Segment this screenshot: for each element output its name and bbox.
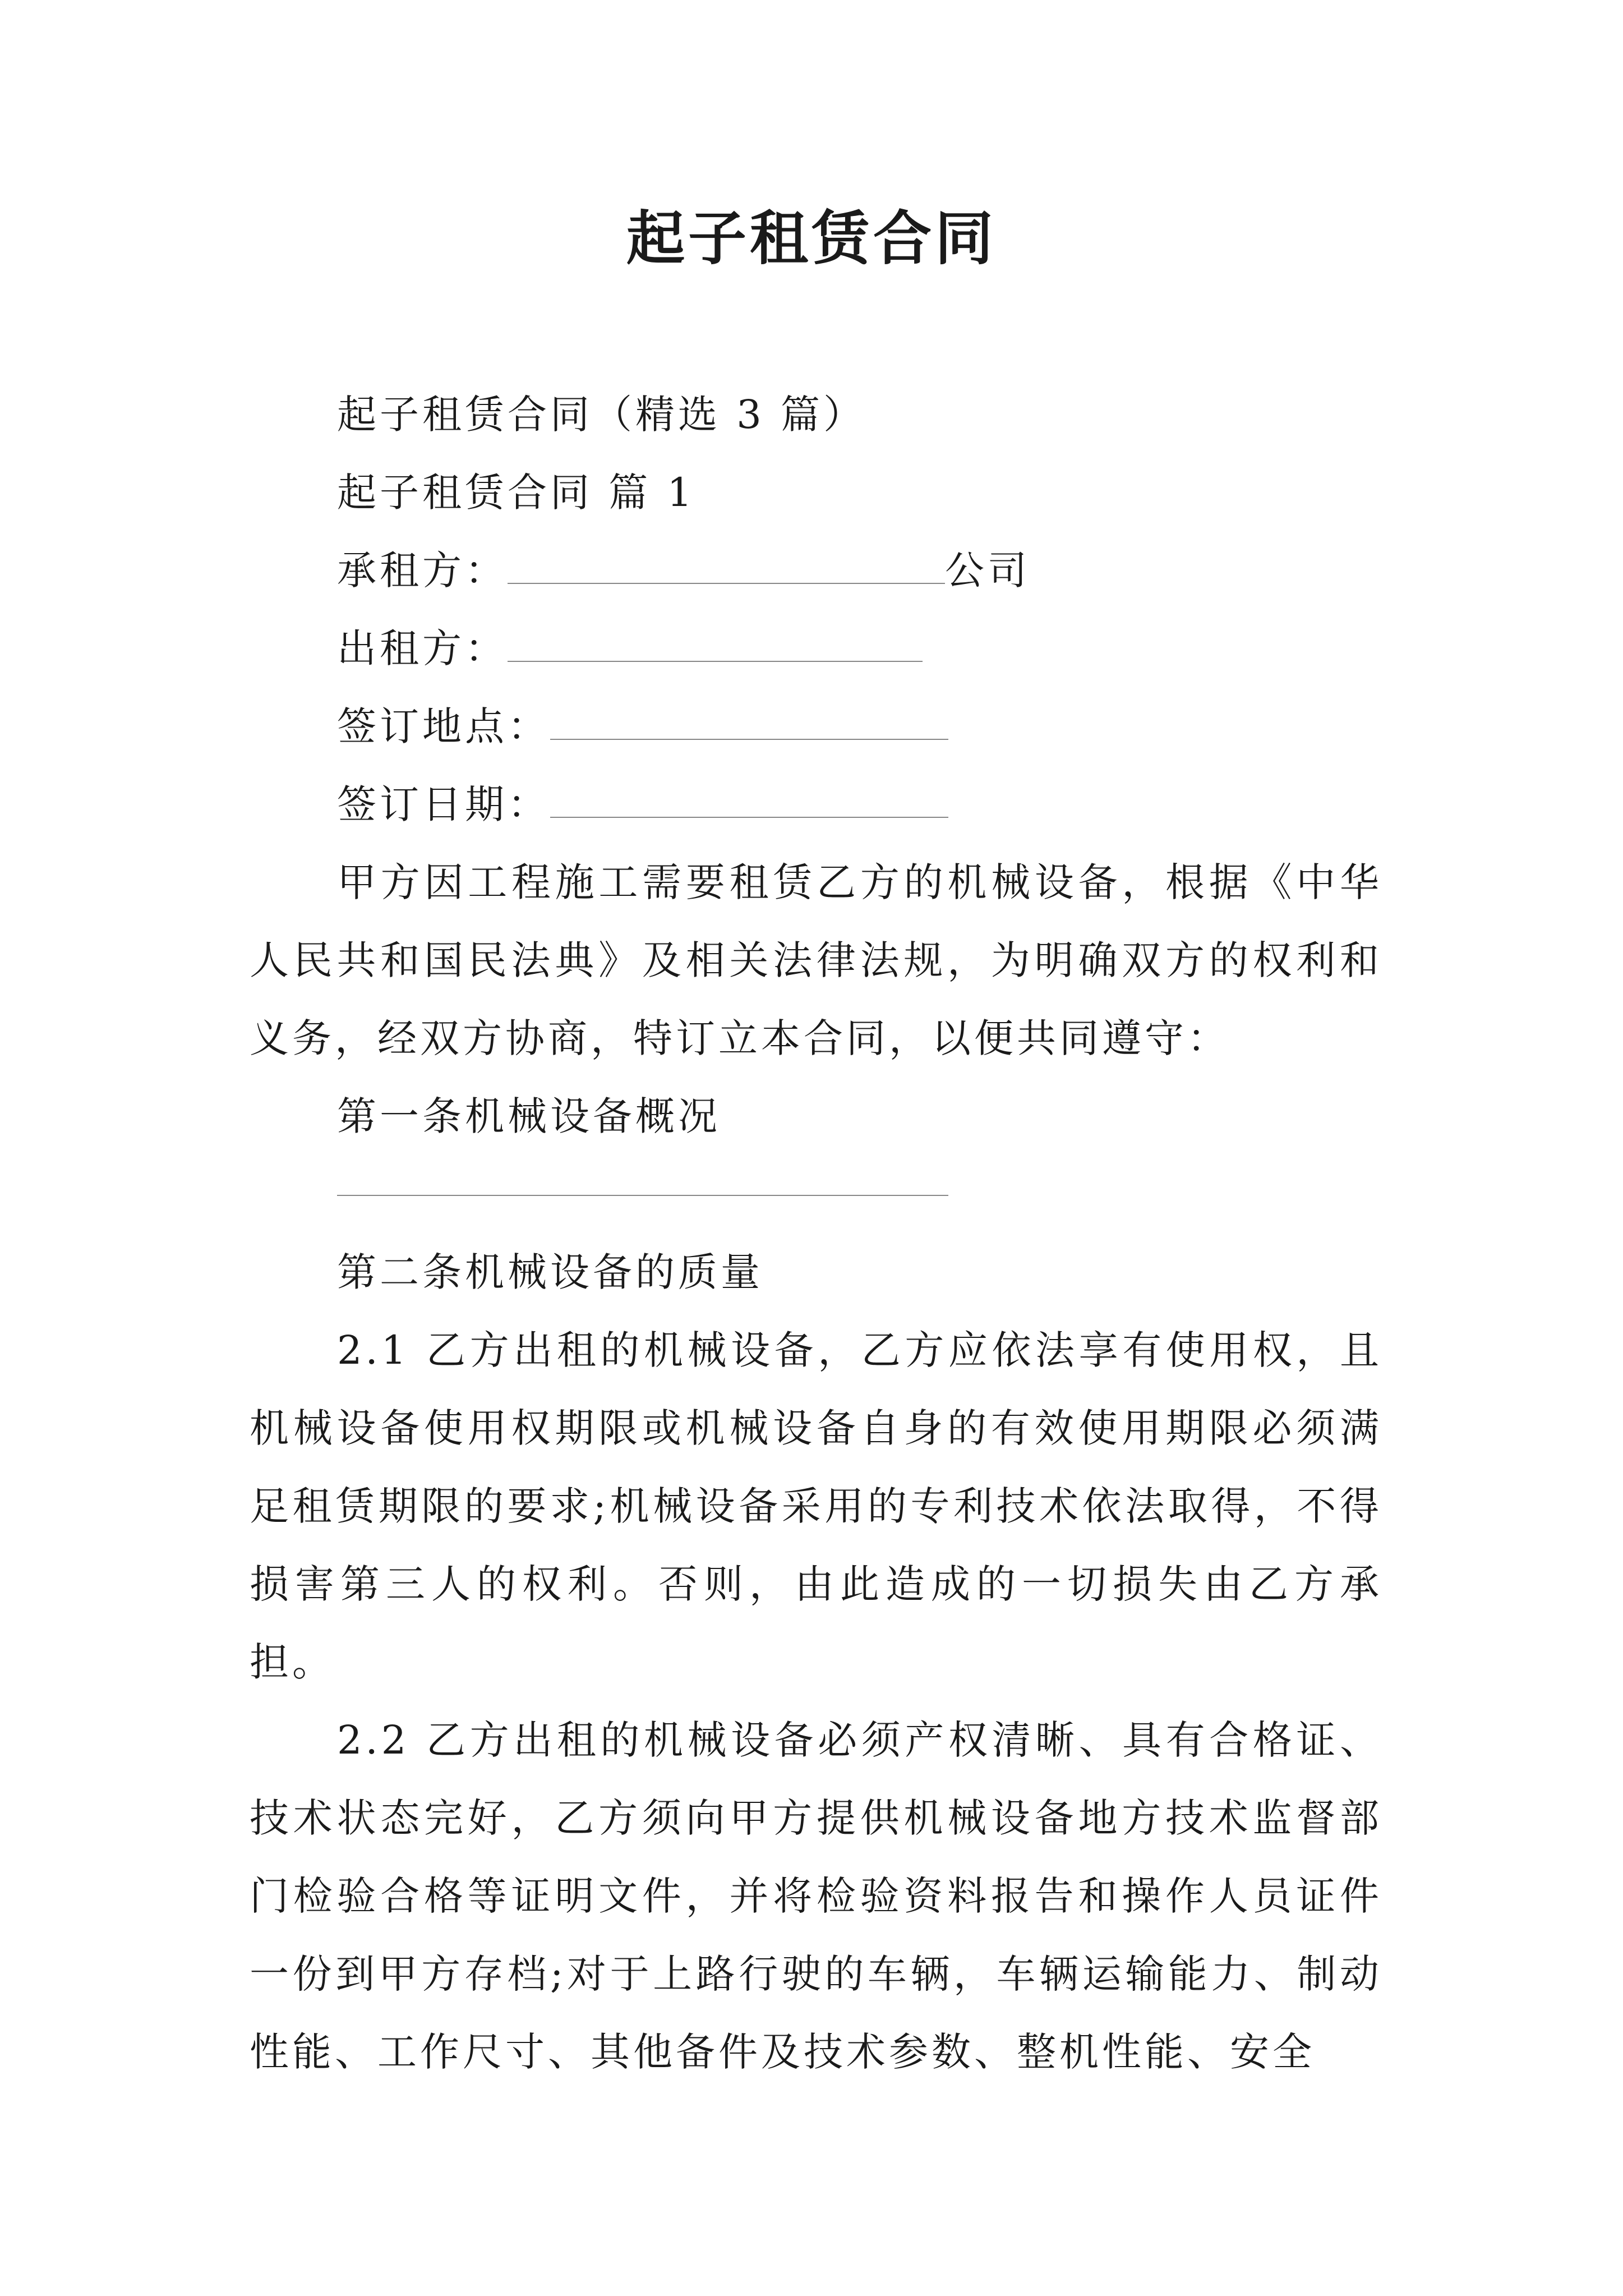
clause-2-1: 2.1 乙方出租的机械设备，乙方应依法享有使用权，且机械设备使用权期限或机械设备自身的有效使用期限必须满足租赁期限的要求;机械设备采用的专利技术依法取得，不得损害第三人的权利。否则，由此造成的一切损失由乙方承担。 xyxy=(250,1327,1382,1685)
lessee-label: 承租方： xyxy=(337,547,508,593)
lessor-row xyxy=(250,610,1382,688)
document-subtitle: 起子租赁合同（精选 3 篇） xyxy=(337,392,866,438)
clause-2-2: 2.2 乙方出租的机械设备必须产权清晰、具有合格证、技术状态完好，乙方须向甲方提供机械设备地方技术监督部门检验合格等证明文件，并将检验资料报告和操作人员证件一份到甲方存档;对于上路行驶的车辆，车辆运输能力、制动性能、工作尺寸、其他备件及技术参数、整机性能、安全 xyxy=(250,1717,1382,2075)
intro-paragraph: 甲方因工程施工需要租赁乙方的机械设备，根据《中华人民共和国民法典》及相关法律法规，为明确双方的权利和义务，经双方协商，特订立本合同，以便共同遵守： xyxy=(250,859,1382,1061)
section-heading: 起子租赁合同 篇 1 xyxy=(337,470,696,516)
date-row xyxy=(250,766,1382,844)
place-label: 签订地点： xyxy=(337,703,550,749)
equipment-blank xyxy=(337,1195,948,1196)
place-row xyxy=(250,688,1382,766)
date-label: 签订日期： xyxy=(337,781,550,827)
lessee-suffix: 公司 xyxy=(945,547,1030,593)
lessee-blank xyxy=(508,544,945,584)
lessee-row xyxy=(250,532,1382,610)
lessor-label: 出租方： xyxy=(337,625,508,671)
document-title: 起子租赁合同 xyxy=(626,204,997,273)
article-1-heading: 第一条机械设备概况 xyxy=(337,1093,721,1139)
equipment-blank-row xyxy=(250,1156,1382,1234)
article-2-heading: 第二条机械设备的质量 xyxy=(337,1249,763,1295)
lessor-blank xyxy=(508,622,923,662)
date-blank xyxy=(550,777,948,818)
document-body xyxy=(250,376,1382,2091)
place-blank xyxy=(550,700,948,740)
